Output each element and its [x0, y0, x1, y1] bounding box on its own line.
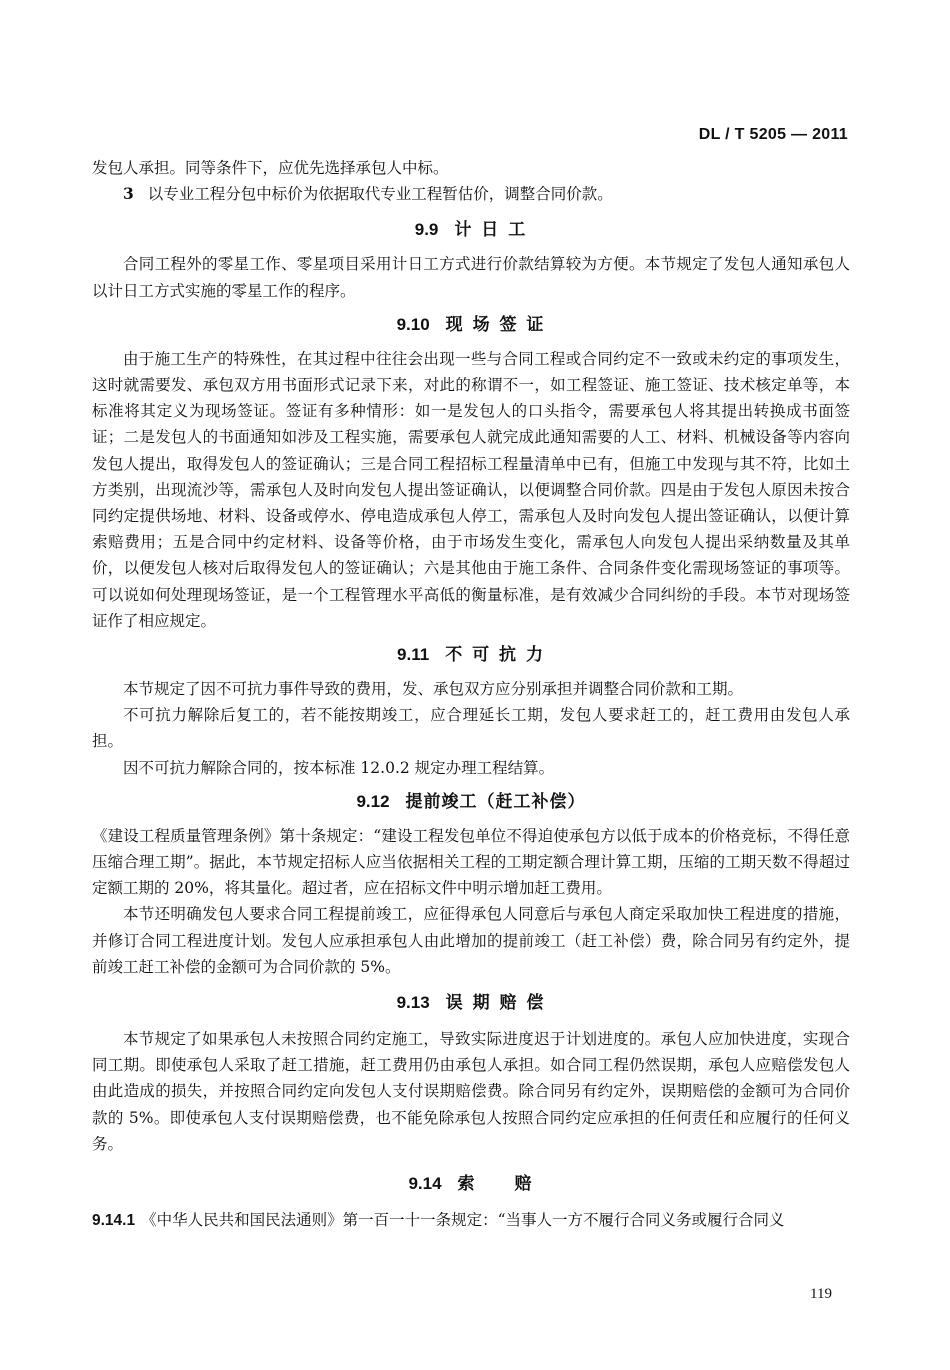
paragraph: 本节规定了如果承包人未按照合同约定施工，导致实际进度迟于计划进度的。承包人应加快进度，实现合同工期。即使承包人采取了赶工措施，赶工费用仍由承包人承担。如合同工程仍然误期，承包人应赔偿发包人由此造成的损失，并按照合同约定向发包人支付误期赔偿费。除合同另有约定外，误期赔偿的金额可为合同价款的 5%。即使承包人支付误期赔偿费，也不能免除承包人按照合同约定应承担的任何责任和应履行的任何义务。: [92, 1030, 850, 1153]
paragraph: 不可抗力解除后复工的，若不能按期竣工，应合理延长工期，发包人要求赶工的，赶工费用由发包人承担。: [92, 706, 850, 751]
standard-code: DL / T 5205 — 2011: [698, 126, 848, 143]
section-heading-9-12: [92, 789, 850, 815]
section-title: 不 可 抗 力: [445, 645, 545, 666]
clause-text: 《中华人民共和国民法通则》第一百一十一条规定：“当事人一方不履行合同义务或履行合同义: [141, 1211, 785, 1230]
section-heading-9-11: [92, 642, 850, 668]
section-number: 9.9: [414, 220, 439, 240]
section-number: 9.13: [396, 993, 430, 1013]
section-number: 9.11: [397, 645, 430, 665]
section-title: 计 日 工: [454, 220, 528, 241]
list-item-number: 3: [123, 184, 134, 204]
paragraph: 因不可抗力解除合同的，按本标准 12.0.2 规定办理工程结算。: [123, 758, 555, 777]
section-title: 索 赔: [457, 1174, 534, 1195]
section-heading-9-14: [92, 1171, 850, 1197]
list-item: [92, 181, 850, 207]
clause-number: 9.14.1: [92, 1212, 136, 1230]
paragraph: 《建设工程质量管理条例》第十条规定：“建设工程发包单位不得迫使承包方以低于成本的价格竞标，不得任意压缩合理工期”。据此，本节规定招标人应当依据相关工程的工期定额合理计算工期，压缩的工期天数不得超过定额工期的 20%，将其量化。超过者，应在招标文件中明示增加赶工费用。: [92, 826, 850, 898]
section-number: 9.12: [356, 791, 390, 811]
paragraph: 发包人承担。同等条件下，应优先选择承包人中标。: [92, 159, 449, 177]
section-heading-9-9: [92, 217, 850, 243]
paragraph: 合同工程外的零星工作、零星项目采用计日工方式进行价款结算较为方便。本节规定了发包人通知承包人以计日工方式实施的零星工作的程序。: [92, 255, 850, 300]
clause: [92, 1207, 850, 1234]
paragraph: 本节还明确发包人要求合同工程提前竣工，应征得承包人同意后与承包人商定采取加快工程进度的措施，并修订合同工程进度计划。发包人应承担承包人由此增加的提前竣工（赶工补偿）费，除合同另有约定外，提前竣工赶工补偿的金额可为合同价款的 5%。: [92, 905, 850, 976]
section-number: 9.10: [396, 314, 430, 334]
section-number: 9.14: [408, 1174, 442, 1194]
section-title: 现 场 签 证: [445, 314, 546, 335]
section-heading-9-13: [92, 990, 850, 1016]
list-item-text: 以专业工程分包中标价为依据取代专业工程暂估价，调整合同价款。: [147, 185, 613, 204]
paragraph: 本节规定了因不可抗力事件导致的费用，发、承包双方应分别承担并调整合同价款和工期。: [123, 680, 744, 699]
section-title: 提前竣工（赶工补偿）: [405, 791, 586, 812]
paragraph: 由于施工生产的特殊性，在其过程中往往会出现一些与合同工程或合同约定不一致或未约定的事项发生，这时就需要发、承包双方用书面形式记录下来，对此的称谓不一，如工程签证、施工签证、技术核定单等，本标准将其定义为现场签证。签证有多种情形：如一是发包人的口头指令，需要承包人将其提出转换成书面签证；二是发包人的书面通知如涉及工程实施，需要承包人就完成此通知需要的人工、材料、机械设备等内容向发包人提出，取得发包人的签证确认；三是合同工程招标工程量清单中已有，但施工中发现与其不符，比如土方类别，出现流沙等，需承包人及时向发包人提出签证确认，以便调整合同价款。四是由于发包人原因未按合同约定提供场地、材料、设备或停水、停电造成承包人停工，需承包人及时向发包人提出签证确认，以便计算索赔费用；五是合同中约定材料、设备等价格，由于市场发生变化，需承包人向发包人提出采纳数量及其单价，以便发包人核对后取得发包人的签证确认；六是其他由于施工条件、合同条件变化需现场签证的事项等。可以说如何处理现场签证，是一个工程管理水平高低的衡量标准，是有效减少合同纠纷的手段。本节对现场签证作了相应规定。: [92, 349, 850, 630]
section-heading-9-10: [92, 312, 850, 338]
page-number: 119: [810, 1286, 832, 1302]
body-text: [92, 155, 850, 1234]
section-title: 误 期 赔 偿: [445, 993, 546, 1014]
